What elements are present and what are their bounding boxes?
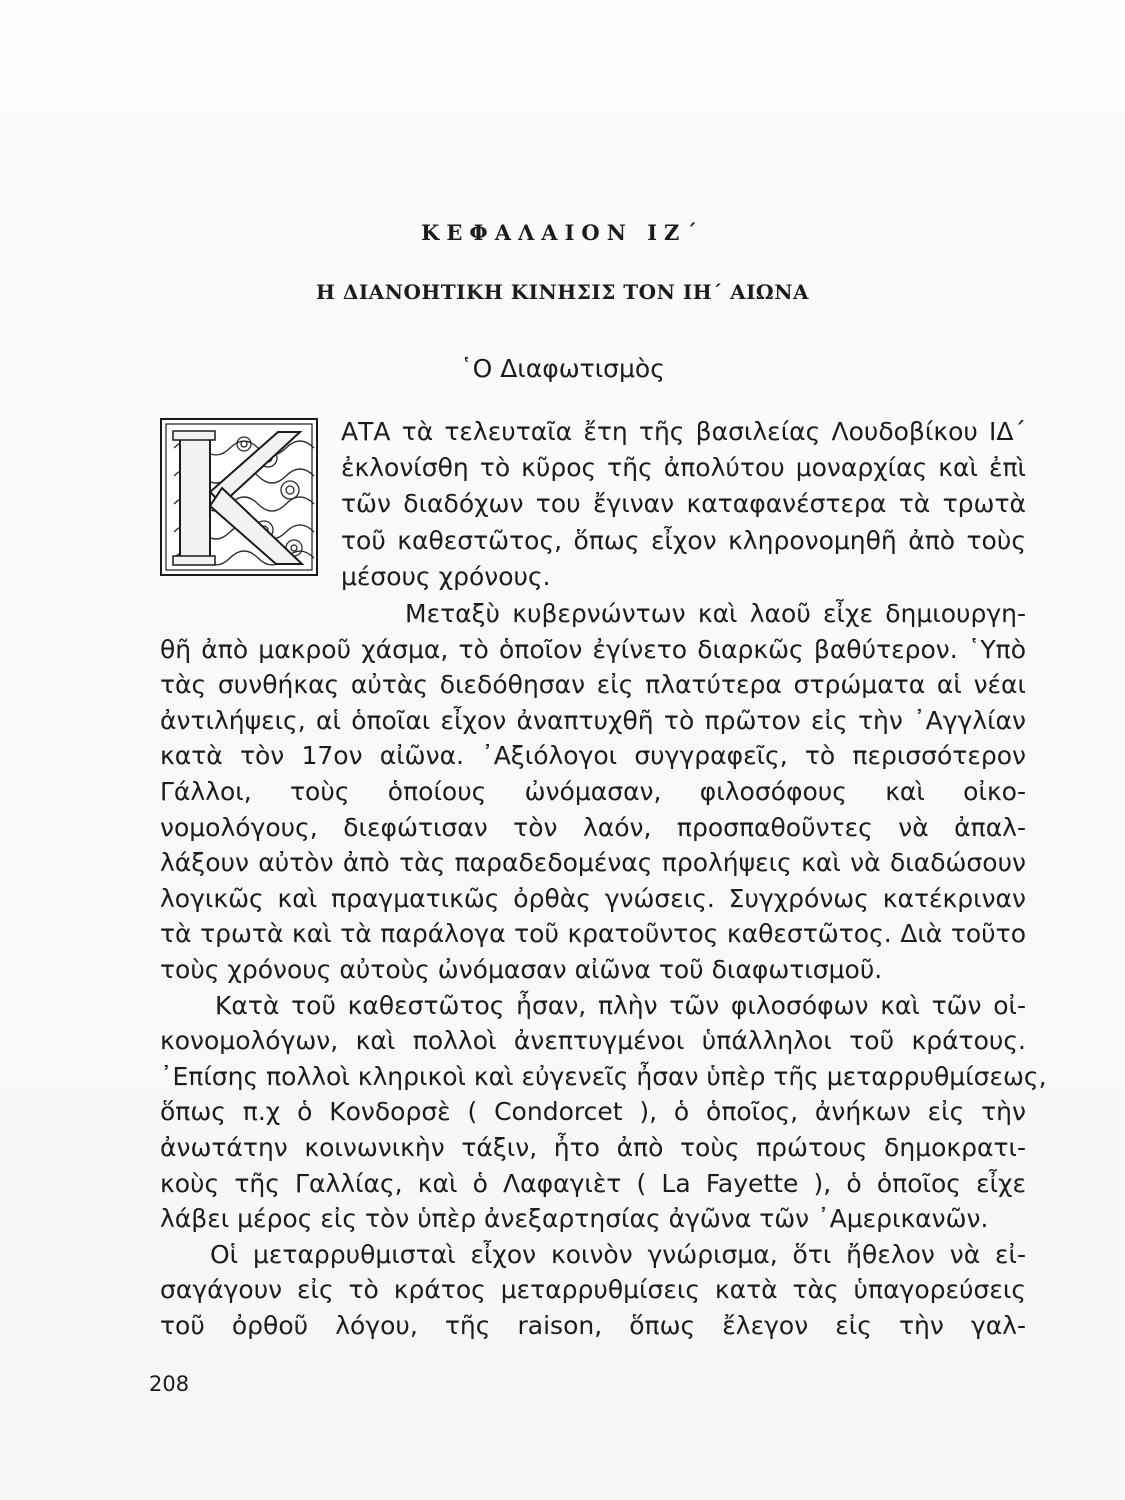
dropcap-paragraph-line: μέσους χρόνους. [341,561,551,591]
body-line: Οἱ μεταρρυθμισταὶ εἶχον κοινὸν γνώρισμα, ὅτι ἤθελον νὰ εἰ- [210,1239,1026,1269]
body-line: σαγάγουν εἰς τὸ κράτος μεταρρυθμίσεις κατὰ τὰς ὑπαγορεύσεις [160,1275,1026,1305]
body-line: ἀνωτάτην κοινωνικὴν τάξιν, ἦτο ἀπὸ τοὺς πρώτους δημοκρατι- [160,1133,1026,1162]
section-title: ῾Ο Διαφωτισμὸς [460,354,665,383]
body-line: Κατὰ τοῦ καθεστῶτος ἦσαν, πλὴν τῶν φιλοσόφων καὶ τῶν οἰ- [215,990,1026,1020]
body-line: λάξουν αὐτὸν ἀπὸ τὰς παραδεδομένας προλήψεις καὶ νὰ διαδώσουν [160,848,1026,878]
body-line: Μεταξὺ κυβερνώντων καὶ λαοῦ εἶχε δημιουργη- [405,599,1026,628]
body-line: ἀντιλήψεις, αἱ ὁποῖαι εἶχον ἀναπτυχθῆ τὸ πρῶτον εἰς τὴν ᾿Αγγλίαν [160,705,1026,735]
body-line: κονομολόγων, καὶ πολλοὶ ἀνεπτυγμένοι ὑπάλληλοι τοῦ κράτους. [160,1026,1026,1056]
body-line: τοὺς χρόνους αὐτοὺς ὠνόμασαν αἰῶνα τοῦ διαφωτισμοῦ. [160,955,883,984]
dropcap-paragraph-line: ἐκλονίσθη τὸ κῦρος τῆς ἀπολύτου μοναρχίας καὶ ἐπὶ [341,453,1026,483]
ornamental-dropcap [160,418,318,576]
body-line: κατὰ τὸν 17ον αἰῶνα. ᾿Αξιόλογοι συγγραφεῖς, τὸ περισσότερον [160,741,1026,771]
body-line: θῆ ἀπὸ μακροῦ χάσμα, τὸ ὁποῖον ἐγίνετο διαρκῶς βαθύτερον. ῾Υπὸ [160,634,1026,664]
body-line: κοὺς τῆς Γαλλίας, καὶ ὁ Λαφαγιὲτ ( La Fayette ), ὁ ὁποῖος εἶχε [160,1168,1026,1198]
body-line: τὰς συνθήκας αὐτὰς διεδόθησαν εἰς πλατύτερα στρώματα αἱ νέαι [160,670,1026,700]
chapter-title: Η ΔΙΑΝΟΗΤΙΚΗ ΚΙΝΗΣΙΣ ΤΟΝ ΙΗ΄ ΑΙΩΝΑ [315,280,810,304]
body-line: νομολόγους, διεφώτισαν τὸν λαόν, προσπαθοῦντες νὰ ἀπαλ- [160,812,1026,842]
body-line: τοῦ ὀρθοῦ λόγου, τῆς raison, ὅπως ἔλεγον εἰς τὴν γαλ- [160,1311,1026,1340]
body-line: τὰ τρωτὰ καὶ τὰ παράλογα τοῦ κρατοῦντος καθεστῶτος. Διὰ τοῦτο [160,919,1026,949]
body-line: ὅπως π.χ ὁ Κονδορσὲ ( Condorcet ), ὁ ὁποῖος, ἀνήκων εἰς τὴν [160,1097,1026,1127]
dropcap-paragraph-line: ΑΤΑ τὰ τελευταῖα ἔτη τῆς βασιλείας Λουδοβίκου ΙΔ΄ [341,417,1026,446]
dropcap-paragraph-line: τῶν διαδόχων του ἔγιναν καταφανέστερα τὰ τρωτὰ [341,489,1026,519]
dropcap-paragraph-line: τοῦ καθεστῶτος, ὅπως εἶχον κληρονομηθῆ ἀπὸ τοὺς [341,525,1026,555]
body-line: λάβει μέρος εἰς τὸν ὑπὲρ ἀνεξαρτησίας ἀγῶνα τῶν ᾿Αμερικανῶν. [160,1204,989,1234]
chapter-heading: ΚΕΦΑΛΑΙΟΝ ΙΖ΄ [421,220,704,245]
body-line: Γάλλοι, τοὺς ὁποίους ὠνόμασαν, φιλοσόφους καὶ οἰκο- [160,777,1026,806]
body-line: ᾿Επίσης πολλοὶ κληρικοὶ καὶ εὐγενεῖς ἦσαν ὑπὲρ τῆς μεταρρυθμίσεως, [160,1061,1047,1091]
page-number: 208 [149,1372,190,1396]
body-line: λογικῶς καὶ πραγματικῶς ὀρθὰς γνώσεις. Συγχρόνως κατέκριναν [160,883,1026,913]
